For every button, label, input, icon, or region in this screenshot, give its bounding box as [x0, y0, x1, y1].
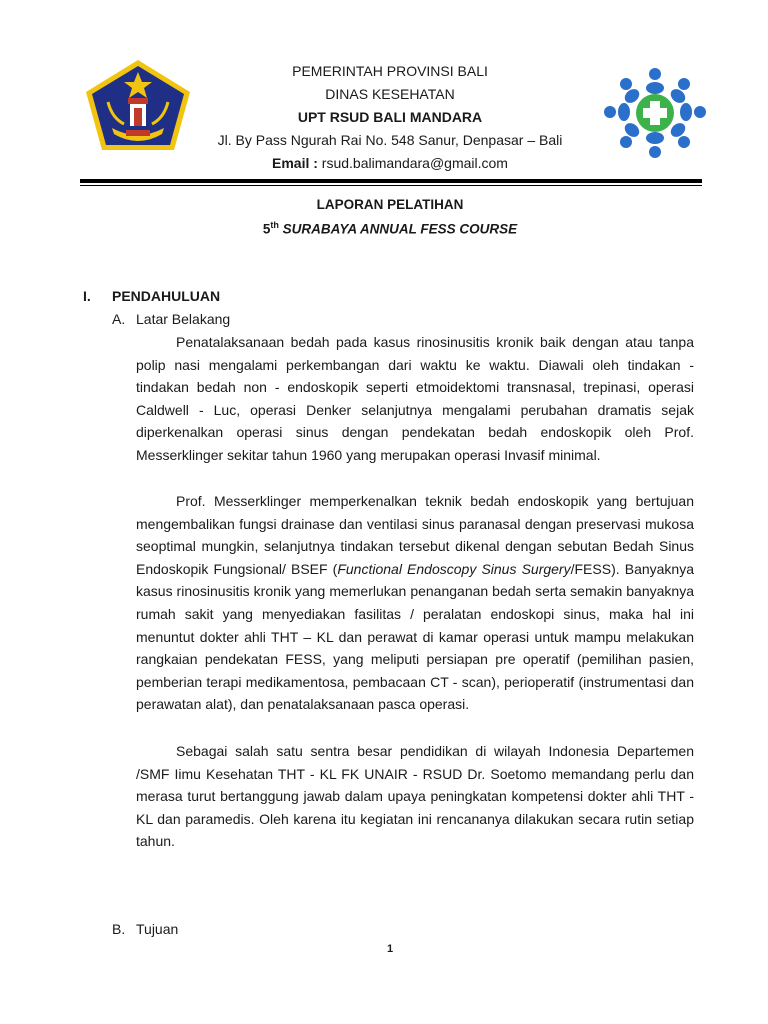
subsection-b-number: B. — [112, 921, 126, 937]
paragraph-1 — [136, 331, 694, 467]
subtitle-ordinal: th — [270, 220, 279, 230]
report-title: LAPORAN PELATIHAN — [316, 197, 464, 212]
page-number: 1 — [386, 943, 394, 955]
header-address: Jl. By Pass Ngurah Rai No. 548 Sanur, Denpasar – Bali — [217, 132, 563, 148]
hospital-cross-logo-icon — [598, 64, 712, 160]
header-divider-thin — [80, 185, 702, 186]
paragraph-3-text: Sebagai salah satu sentra besar pendidikan di wilayah Indonesia Departemen /SMF Iimu Kesehatan THT - KL FK UNAIR - RSUD Dr. Soetomo memandang perlu dan merasa turut bertanggung jawab dalam upaya peningkatan kompetensi dokter ahli THT - KL dan paramedis. Oleh karena itu kegiatan ini rencananya dilakukan secara rutin setiap tahun. — [136, 743, 694, 850]
report-subtitle — [200, 220, 580, 237]
section-heading: PENDAHULUAN — [112, 288, 221, 304]
paragraph-2-text — [136, 490, 694, 716]
subtitle-course-name: SURABAYA ANNUAL FESS COURSE — [282, 221, 518, 237]
subsection-a-title: Latar Belakang — [136, 311, 231, 327]
header-line-department: DINAS KESEHATAN — [325, 86, 455, 102]
paragraph-2-italic-term: Functional Endoscopy Sinus Surgery — [337, 560, 571, 577]
subsection-a-number: A. — [112, 311, 126, 327]
header-divider-thick — [80, 179, 702, 183]
header-line-hospital: UPT RSUD BALI MANDARA — [297, 109, 483, 125]
paragraph-2-part-a: Prof. Messerklinger memperkenalkan teknik bedah endoskopik yang bertujuan mengembalikan fungsi drainase dan ventilasi sinus paranasal dengan preservasi mukosa seoptimal mungkin, selanjutnya tindakan tersebut dikenal dengan sebutan Bedah Sinus Endoskopik Fungsional/ BSEF ( — [136, 493, 694, 577]
header-email — [190, 152, 590, 175]
subtitle-number: 5 — [262, 221, 271, 237]
paragraph-3 — [136, 740, 694, 853]
paragraph-2-part-b: /FESS). Banyaknya kasus rinosinusitis kronik yang memerlukan penanganan bedah serta semakin banyaknya rumah sakit yang menyediakan fasilitas / peralatan endoskopi sinus, maka hal ini menuntut dokter ahli THT – KL dan perawat di kamar operasi untuk mampu melakukan rangkaian pendekatan FESS, yang meliputi persiapan pre operatif (pemilihan pasien, pemberian terapi medikamentosa, pembacaan CT - scan), perioperatif (instrumentasi dan perawatan alat), dan penatalaksanaan pasca operasi. — [136, 560, 695, 713]
email-label: Email : — [272, 155, 318, 171]
section-number: I. — [83, 288, 91, 304]
paragraph-2 — [136, 490, 694, 716]
letterhead — [190, 60, 590, 175]
subsection-b-title: Tujuan — [136, 921, 179, 937]
email-value: rsud.balimandara@gmail.com — [321, 155, 508, 171]
bali-province-crest-icon — [82, 58, 194, 154]
header-line-government: PEMERINTAH PROVINSI BALI — [292, 63, 488, 79]
paragraph-1-text: Penatalaksanaan bedah pada kasus rinosinusitis kronik baik dengan atau tanpa polip nasi mengalami perkembangan dari waktu ke waktu. Diawali oleh tindakan - tindakan bedah non - endoskopik seperti etmoidektomi transnasal, trepinasi, operasi Caldwell - Luc, operasi Denker selanjutnya mengalami perubahan dramatis sejak diperkenalkan operasi sinus dengan pendekatan bedah endoskopik oleh Prof. Messerklinger sekitar tahun 1960 yang merupakan operasi Invasif minimal. — [136, 334, 694, 463]
